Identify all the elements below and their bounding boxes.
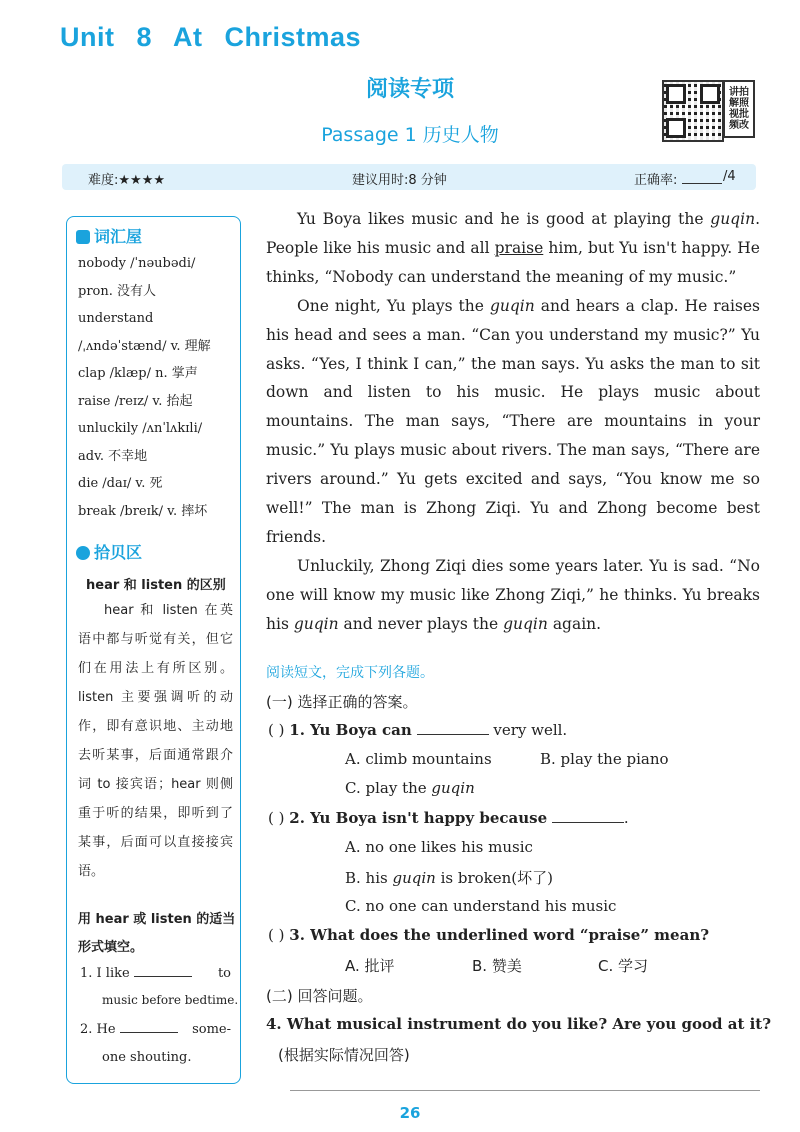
- suggested-time: 建议用时:8 分钟: [352, 173, 447, 188]
- section-title: 阅读专项: [365, 77, 454, 102]
- paragraph-2: One night, Yu plays the guqin and hears a clap. He raises his head and sees a man. “Can you understand my music?” Yu asks. “Yes, I think I can,” the man says. Yu asks the man to sit down and listen to his music. He plays music about mountains. The man says, “There are mountains in your music.” Yu plays music about rivers. The man says, “There are rivers around.” Yu gets excited and says, “You know me so well!” The man is Zhong Ziqi. Yu and Zhong become best friends.: [266, 296, 760, 546]
- question-1: ( ) 1. Yu Boya can very well.: [268, 721, 568, 739]
- passage-title: Passage 1 历史人物: [321, 124, 499, 146]
- accuracy-label: 正确率:: [634, 173, 678, 188]
- part-2-heading: (二) 回答问题。: [266, 987, 373, 1005]
- part-1-heading: (一) 选择正确的答案。: [266, 693, 418, 711]
- q1-option-b[interactable]: B. play the piano: [540, 750, 669, 768]
- q3-option-c[interactable]: C. 学习: [598, 957, 649, 975]
- diff-title: hear 和 listen 的区别: [86, 578, 226, 593]
- q2-option-c[interactable]: C. no one can understand his music: [345, 897, 617, 915]
- book-icon: [76, 230, 90, 244]
- vocab-line: adv. 不幸地: [78, 448, 148, 464]
- fill-task: 用 hear 或 listen 的适当形式填空。: [78, 912, 236, 955]
- qr-label: 讲拍解照视批频改: [723, 80, 755, 138]
- answer-line[interactable]: [290, 1090, 760, 1091]
- paragraph-3: Unluckily, Zhong Ziqi dies some years later. Yu is sad. “No one will know my music like Zhong Ziqi,” he thinks. Yu breaks his guqin and never plays the guqin again.: [266, 556, 760, 633]
- answer-paren[interactable]: ( ): [268, 809, 285, 827]
- q2-option-a[interactable]: A. no one likes his music: [345, 838, 533, 856]
- question-3: ( ) 3. What does the underlined word “praise” mean?: [268, 926, 710, 944]
- q2-blank: [552, 822, 624, 823]
- q3-option-b[interactable]: B. 赞美: [472, 957, 522, 975]
- info-bar: [62, 164, 756, 190]
- q1-option-a[interactable]: A. climb mountains: [345, 750, 492, 768]
- q4-note: (根据实际情况回答): [278, 1046, 410, 1064]
- vocab-line: understand: [78, 311, 154, 326]
- vocab-line: /ˌʌndəˈstænd/ v. 理解: [78, 338, 211, 354]
- underlined-praise: praise: [494, 238, 544, 257]
- page-number: 26: [399, 1104, 421, 1122]
- vocab-line: nobody /ˈnəubədi/: [78, 256, 196, 271]
- q1-blank: [417, 734, 489, 735]
- qr-code-icon[interactable]: [662, 80, 724, 142]
- answer-paren[interactable]: ( ): [268, 721, 285, 739]
- vocab-heading: 词汇屋: [76, 224, 142, 247]
- question-4: 4. What musical instrument do you like? Are you good at it?: [266, 1015, 772, 1033]
- q1-option-c[interactable]: C. play the guqin: [345, 779, 475, 797]
- fill-blank-1[interactable]: [134, 976, 192, 977]
- question-2: ( ) 2. Yu Boya isn't happy because .: [268, 809, 629, 827]
- q2-option-b[interactable]: B. his guqin is broken(坏了): [345, 869, 553, 887]
- paragraph-1: Yu Boya likes music and he is good at playing the guqin. People like his music and all praise him, but Yu isn't happy. He thinks, “Nobody can understand the meaning of my music.”: [266, 210, 760, 286]
- accuracy-blank[interactable]: [682, 169, 722, 184]
- unit-title: Unit 8 At Christmas: [60, 22, 362, 52]
- vocab-line: raise /reɪz/ v. 抬起: [78, 393, 193, 409]
- answer-paren[interactable]: ( ): [268, 926, 285, 944]
- shell-icon: [76, 546, 90, 560]
- diff-text: hear 和 listen 在英语中都与听觉有关，但它们在用法上有所区别。listen 主要强调听的动作，即有意识地、主动地去听某事，后面通常跟介词 to 接宾语；hear 则侧重于听的结果，即听到了某事，后面可以直接接宾语。: [78, 603, 233, 879]
- instruction: 阅读短文，完成下列各题。: [266, 665, 434, 681]
- accuracy-total: /4: [723, 169, 736, 184]
- shell-heading: 拾贝区: [76, 540, 142, 563]
- vocab-list: [78, 250, 236, 525]
- vocab-line: pron. 没有人: [78, 283, 157, 299]
- fill-item-2-cont: one shouting.: [102, 1050, 192, 1065]
- vocab-line: unluckily /ʌnˈlʌkɪli/: [78, 421, 203, 436]
- q3-option-a[interactable]: A. 批评: [345, 957, 395, 975]
- fill-blank-2[interactable]: [120, 1032, 178, 1033]
- fill-item-2: 2. He some-: [80, 1022, 231, 1037]
- fill-item-1: 1. I like to: [80, 966, 231, 981]
- passage-text: [266, 205, 760, 639]
- vocab-line: die /daɪ/ v. 死: [78, 476, 163, 491]
- vocab-line: break /breɪk/ v. 摔坏: [78, 503, 208, 519]
- fill-item-1-cont: music before bedtime.: [102, 993, 239, 1007]
- vocab-line: clap /klæp/ n. 掌声: [78, 366, 198, 381]
- difficulty: 难度:★★★★: [88, 173, 165, 188]
